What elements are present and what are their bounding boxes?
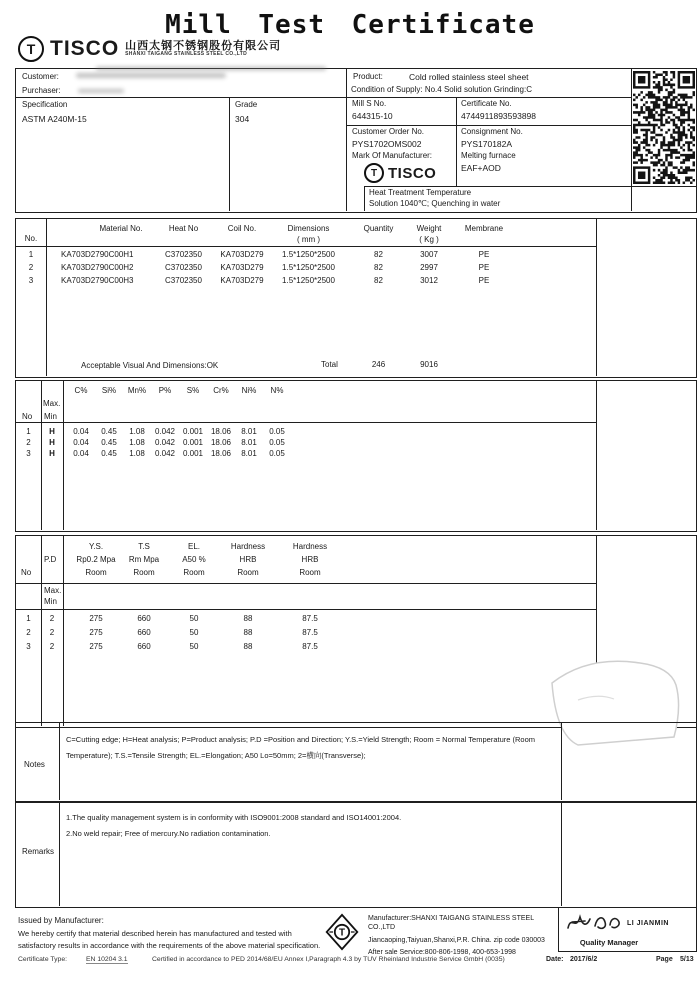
cell-hrb1: 88	[243, 642, 253, 651]
col-dimensions: Dimensions	[287, 224, 330, 233]
col-cr: Cr%	[213, 386, 229, 395]
cell-no: 1	[28, 250, 34, 259]
cell-membrane: PE	[478, 250, 490, 259]
product-label: Product:	[353, 72, 383, 81]
cell-no: 3	[26, 449, 31, 458]
customer-order-label: Customer Order No.	[352, 127, 425, 136]
cell-membrane: PE	[478, 276, 490, 285]
cell-dimensions: 1.5*1250*2500	[282, 263, 335, 272]
date-label: Date:	[546, 956, 564, 963]
signature-handwriting	[563, 910, 625, 936]
product-row	[16, 276, 596, 288]
cell-cr: 18.06	[210, 427, 232, 436]
page-title: Mill Test Certificate	[165, 10, 535, 40]
cell-no: 1	[26, 427, 31, 436]
cell-no: 1	[26, 614, 31, 623]
qr-code	[633, 71, 695, 184]
col-hrb1-l3: Room	[237, 568, 259, 577]
cell-coil: KA703D279	[220, 250, 264, 259]
min-label: Min	[44, 412, 57, 421]
tisco-mark-wordmark: TISCO	[388, 164, 437, 182]
issued-block	[18, 916, 328, 951]
total-label: Total	[321, 360, 338, 369]
cell-mn: 1.08	[129, 427, 145, 436]
certificate-type-value: EN 10204 3.1	[86, 956, 128, 963]
cell-hrb2: 87.5	[302, 628, 318, 637]
notes-label: Notes	[24, 760, 45, 769]
col-coil-no: Coil No.	[227, 224, 257, 233]
cell-hrb2: 87.5	[302, 614, 318, 623]
acceptance-statement: Acceptable Visual And Dimensions:OK	[81, 361, 219, 370]
col-s: S%	[186, 386, 200, 395]
customer-redaction-smudge	[76, 73, 226, 78]
col-weight-unit: ( Kg )	[419, 235, 439, 244]
manufacturer-line-2: Jiancaoping,Taiyuan,Shanxi,P.R. China. zip code 030003	[368, 936, 545, 944]
cell-hrb2: 87.5	[302, 642, 318, 651]
footer-certification-line	[18, 956, 697, 970]
remarks-section	[15, 802, 697, 908]
col-si: Si%	[101, 386, 117, 395]
cell-c: 0.04	[73, 449, 89, 458]
cell-weight: 3012	[420, 276, 438, 285]
total-quantity: 246	[371, 360, 386, 369]
col-heat-no: Heat No	[168, 224, 199, 233]
cell-s: 0.001	[182, 449, 204, 458]
purchaser-label: Purchaser:	[22, 86, 61, 95]
col-p: P%	[158, 386, 172, 395]
col-el-l1: EL.	[187, 542, 200, 551]
cell-el: 50	[189, 628, 199, 637]
no-label: No	[22, 412, 33, 421]
cell-ni: 8.01	[241, 438, 257, 447]
remarks-label: Remarks	[22, 847, 55, 856]
max-label: Max.	[44, 586, 62, 595]
cell-no: 2	[26, 628, 31, 637]
cell-ts: 660	[137, 628, 151, 637]
mill-s-no-label: Mill S No.	[352, 99, 387, 108]
grade-value: 304	[235, 114, 250, 124]
cell-cr: 18.06	[210, 449, 232, 458]
issued-line-2: satisfactory results in accordance with the requirements of the above material specification.	[18, 941, 321, 951]
cell-p: 0.042	[154, 438, 176, 447]
cell-c: 0.04	[73, 438, 89, 447]
cell-material: KA703D2790C00H3	[61, 276, 134, 285]
col-hrb2-l3: Room	[299, 568, 321, 577]
cell-dimensions: 1.5*1250*2500	[282, 250, 335, 259]
cell-no: 2	[26, 438, 31, 447]
melting-furnace-value: EAF+AOD	[461, 163, 501, 173]
col-el-l3: Room	[183, 568, 205, 577]
col-ys-l1: Y.S.	[88, 542, 104, 551]
remarks-line-2: 2.No weld repair; Free of mercury.No radiation contamination.	[66, 829, 271, 838]
cell-si: 0.45	[101, 427, 117, 436]
grade-label: Grade	[235, 100, 258, 109]
cell-c: 0.04	[73, 427, 89, 436]
manufacturer-block	[368, 915, 558, 958]
product-row	[16, 263, 596, 275]
max-label: Max.	[43, 399, 61, 408]
cell-heat: C3702350	[165, 263, 202, 272]
cell-hrb1: 88	[243, 628, 253, 637]
signer-title: Quality Manager	[579, 938, 639, 947]
purchaser-redaction-smudge	[78, 89, 124, 93]
mark-of-manufacturer-logo	[364, 163, 436, 183]
manufacturer-line-3: After sale Service:800-806-1998, 400-653-1998	[368, 949, 516, 957]
products-table	[15, 218, 697, 378]
cell-ts: 660	[137, 642, 151, 651]
cell-n: 0.05	[269, 438, 285, 447]
pd-label: P.D	[44, 555, 57, 564]
customer-order-value: PYS1702OMS002	[352, 139, 422, 149]
notes-text: C=Cutting edge; H=Heat analysis; P=Product analysis; P.D =Position and Direction; Y.S.=Yield Strength; Room = Normal Temperature (Room Temperature); T.S.=Tensile Strength; EL.=Elongation; A50 Lo=50mm; 2=横向(Transverse);	[66, 735, 535, 760]
cell-ts: 660	[137, 614, 151, 623]
cell-el: 50	[189, 642, 199, 651]
col-membrane: Membrane	[464, 224, 504, 233]
header-table	[15, 68, 697, 213]
total-weight: 9016	[420, 360, 438, 369]
heat-treatment-label: Heat Treatment Temperature	[369, 188, 472, 197]
products-no-header: No.	[24, 234, 38, 243]
cell-no: 3	[28, 276, 34, 285]
col-hrb1-l1: Hardness	[230, 542, 266, 551]
remarks-line-1: 1.The quality management system is in conformity with ISO9001:2008 standard and ISO14001:2004.	[66, 813, 402, 822]
cell-ys: 275	[89, 628, 103, 637]
certificate-no-label: Certificate No.	[461, 99, 512, 108]
cell-heat: C3702350	[165, 276, 202, 285]
tisco-wordmark: TISCO	[50, 37, 120, 60]
cell-pd: 2	[49, 642, 55, 651]
col-ts-l3: Room	[133, 568, 155, 577]
col-ni: Ni%	[241, 386, 257, 395]
company-logo	[18, 36, 281, 62]
cell-material: KA703D2790C00H1	[61, 250, 134, 259]
col-ys-l2: Rp0.2 Mpa	[76, 555, 116, 564]
cell-ni: 8.01	[241, 449, 257, 458]
issued-line-1: We hereby certify that material described herein has manufactured and tested with	[18, 929, 292, 938]
cell-heat: C3702350	[165, 250, 202, 259]
cell-el: 50	[189, 614, 199, 623]
cell-mn: 1.08	[129, 449, 145, 458]
cell-quantity: 82	[374, 263, 383, 272]
cell-si: 0.45	[101, 449, 117, 458]
cell-n: 0.05	[269, 427, 285, 436]
signature-block	[558, 908, 697, 952]
page-value: 5/13	[680, 956, 694, 963]
company-name-cn: 山西太钢不锈钢股份有限公司	[125, 40, 282, 52]
cell-s: 0.001	[182, 438, 204, 447]
cell-coil: KA703D279	[220, 276, 264, 285]
cell-weight: 3007	[420, 250, 438, 259]
col-el-l2: A50 %	[182, 555, 206, 564]
col-mn: Mn%	[127, 386, 147, 395]
col-ts-l2: Rm Mpa	[128, 555, 160, 564]
date-value: 2017/6/2	[570, 956, 598, 963]
cell-membrane: PE	[478, 263, 490, 272]
cell-pd: 2	[49, 614, 55, 623]
product-value: Cold rolled stainless steel sheet	[409, 72, 529, 82]
cell-ni: 8.01	[241, 427, 257, 436]
col-material-no: Material No.	[99, 224, 143, 233]
col-c: C%	[74, 386, 88, 395]
product-row	[16, 250, 596, 262]
cell-no: 2	[28, 263, 34, 272]
tisco-diamond-logo-icon	[324, 912, 360, 952]
condition-of-supply: Condition of Supply: No.4 Solid solution Grinding:C	[351, 85, 532, 94]
cell-pd: 2	[49, 628, 55, 637]
cell-ys: 275	[89, 614, 103, 623]
col-dimensions-unit: ( mm )	[296, 235, 321, 244]
col-weight: Weight	[416, 224, 442, 233]
col-hrb2-l2: HRB	[301, 555, 319, 564]
cell-coil: KA703D279	[220, 263, 264, 272]
cell-si: 0.45	[101, 438, 117, 447]
consignment-value: PYS170182A	[461, 139, 513, 149]
cell-ys: 275	[89, 642, 103, 651]
certificate-no-value: 4744911893593898	[461, 111, 537, 121]
specification-label: Specification	[22, 100, 68, 109]
min-label: Min	[44, 597, 57, 606]
specification-value: ASTM A240M-15	[22, 114, 87, 124]
scan-smear	[96, 67, 326, 70]
col-hrb1-l2: HRB	[239, 555, 257, 564]
manufacturer-line-1: Manufacturer:SHANXI TAIGANG STAINLESS STEEL CO.,LTD	[368, 915, 534, 931]
tisco-mark-circle-icon: T	[364, 163, 384, 183]
col-ts-l1: T.S	[138, 542, 150, 551]
cell-cr: 18.06	[210, 438, 232, 447]
cell-p: 0.042	[154, 449, 176, 458]
col-hrb2-l1: Hardness	[292, 542, 328, 551]
cell-no: 3	[26, 642, 31, 651]
no-label: No	[21, 568, 32, 577]
cell-analysis-type: H	[49, 427, 55, 436]
cell-p: 0.042	[154, 427, 176, 436]
cell-quantity: 82	[374, 276, 383, 285]
mill-s-no-value: 644315-10	[352, 111, 393, 121]
company-name-en: SHANXI TAIGANG STAINLESS STEEL CO.,LTD	[125, 51, 248, 57]
signer-name: LI JIANMIN	[627, 920, 669, 927]
issued-by-label: Issued by Manufacturer:	[18, 916, 104, 925]
page-label: Page	[656, 956, 673, 963]
cell-s: 0.001	[182, 427, 204, 436]
mark-of-manufacturer-label: Mark Of Manufacturer:	[352, 151, 433, 160]
col-quantity: Quantity	[363, 224, 394, 233]
cell-analysis-type: H	[49, 449, 55, 458]
cell-analysis-type: H	[49, 438, 55, 447]
certificate-type-label: Certificate Type:	[18, 956, 67, 963]
tisco-circle-logo-icon: T	[18, 36, 44, 62]
cell-quantity: 82	[374, 250, 383, 259]
chemical-table	[15, 380, 697, 532]
cell-mn: 1.08	[129, 438, 145, 447]
cell-weight: 2997	[420, 263, 438, 272]
col-n: N%	[270, 386, 284, 395]
cell-n: 0.05	[269, 449, 285, 458]
col-ys-l3: Room	[85, 568, 107, 577]
certified-accordance-text: Certified in accordance to PED 2014/68/EU Annex I,Paragraph 4.3 by TUV Rheinland Industrie Service GmbH (0035)	[152, 956, 505, 963]
consignment-label: Consignment No.	[461, 127, 523, 136]
cell-material: KA703D2790C00H2	[61, 263, 134, 272]
melting-furnace-label: Melting furnace	[461, 151, 516, 160]
cell-dimensions: 1.5*1250*2500	[282, 276, 335, 285]
customer-label: Customer:	[22, 72, 59, 81]
svg-text:T: T	[338, 927, 346, 939]
notes-section	[15, 722, 697, 802]
cell-hrb1: 88	[243, 614, 253, 623]
heat-treatment-value: Solution 1040℃; Quenching in water	[369, 199, 501, 208]
